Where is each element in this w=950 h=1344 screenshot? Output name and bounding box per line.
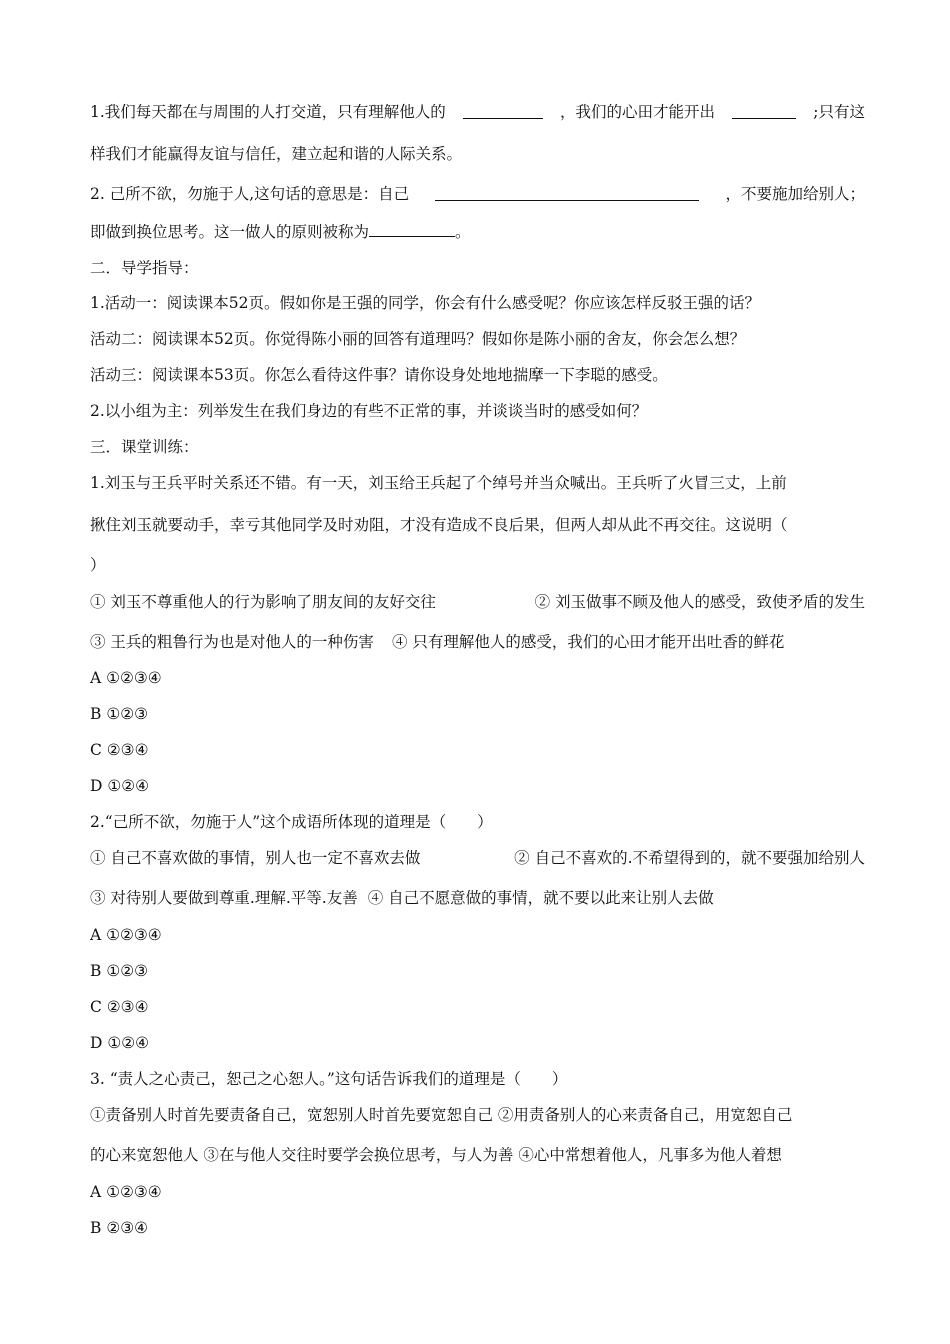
q3-statements-line-1: ①责备别人时首先要责备自己，宽恕别人时首先要宽恕自己 ②用责备别人的心来责备自己，用宽恕自己 (90, 1106, 793, 1124)
q2-choice-c[interactable]: C ②③④ (90, 998, 149, 1016)
fill-q2-text-3: 即做到换位思考。这一做人的原则被称为 (90, 223, 370, 241)
section-heading-guide: 二．导学指导： (90, 259, 199, 277)
fill-q1-text-1: 1.我们每天都在与周围的人打交道，只有理解他人的 (90, 103, 446, 121)
fill-q1-text-3: ;只有这 (813, 103, 865, 121)
fill-q1-line-2: 样我们才能赢得友谊与信任，建立起和谐的人际关系。 (90, 145, 463, 163)
q1-choice-a[interactable]: A ①②③④ (90, 669, 162, 687)
guide-activity-2: 活动二：阅读课本52页。你觉得陈小丽的回答有道理吗？假如你是陈小丽的舍友，你会怎么想？ (90, 330, 746, 348)
q1-statements-row-1 (90, 592, 865, 612)
q1-stem-line-1: 1.刘玉与王兵平时关系还不错。有一天，刘玉给王兵起了个绰号并当众喊出。王兵听了火冒三丈，上前 (90, 474, 787, 492)
q1-choice-c[interactable]: C ②③④ (90, 741, 149, 759)
q2-choice-b[interactable]: B ①②③ (90, 962, 149, 980)
fill-q2-text-1: 2. 己所不欲，勿施于人,这句话的意思是：自己 (90, 185, 410, 203)
q1-statement-4: ④ 只有理解他人的感受，我们的心田才能开出吐香的鲜花 (391, 633, 785, 651)
q2-statements-row-2 (90, 888, 865, 908)
fill-q2-line-2 (90, 220, 865, 242)
q1-choice-b[interactable]: B ①②③ (90, 705, 149, 723)
guide-group-task: 2.以小组为主：列举发生在我们身边的有些不正常的事，并谈谈当时的感受如何？ (90, 402, 648, 420)
q1-choice-d[interactable]: D ①②④ (90, 777, 150, 795)
q1-stem-line-3: ） (90, 556, 106, 574)
fill-q2-blank-1[interactable] (435, 184, 699, 201)
q2-statements-row-1 (90, 848, 865, 868)
fill-q2-blank-2[interactable] (369, 220, 455, 237)
fill-q1-blank-1[interactable] (463, 102, 543, 119)
fill-q2-text-4: 。 (455, 223, 471, 241)
fill-question-2 (90, 184, 865, 204)
fill-q2-text-2: ，不要施加给别人； (725, 185, 865, 203)
q2-choice-d[interactable]: D ①②④ (90, 1034, 150, 1052)
guide-activity-3: 活动三：阅读课本53页。你怎么看待这件事？请你设身处地地揣摩一下李聪的感受。 (90, 366, 668, 384)
guide-activity-1: 1.活动一：阅读课本52页。假如你是王强的同学，你会有什么感受呢？你应该怎样反驳王强的话？ (90, 294, 761, 312)
section-heading-training: 三．课堂训练： (90, 438, 199, 456)
fill-q1-text-2: ，我们的心田才能开出 (560, 103, 716, 121)
q3-choice-b[interactable]: B ②③④ (90, 1219, 149, 1237)
q1-statement-3: ③ 王兵的粗鲁行为也是对他人的一种伤害 (90, 633, 374, 651)
q3-statements-line-2: 的心来宽恕他人 ③在与他人交往时要学会换位思考，与人为善 ④心中常想着他人，凡事多为他人着想 (90, 1146, 782, 1164)
q3-choice-a[interactable]: A ①②③④ (90, 1183, 162, 1201)
q1-stem-line-2: 揪住刘玉就要动手，幸亏其他同学及时劝阻，才没有造成不良后果，但两人却从此不再交往。这说明（ (90, 516, 788, 534)
q2-stem: 2.“己所不欲，勿施于人”这个成语所体现的道理是（ ） (90, 813, 493, 831)
q2-statement-1: ① 自己不喜欢做的事情，别人也一定不喜欢去做 (90, 849, 421, 867)
q2-choice-a[interactable]: A ①②③④ (90, 926, 162, 944)
q1-statement-1: ① 刘玉不尊重他人的行为影响了朋友间的友好交往 (90, 593, 436, 611)
q3-stem: 3. “责人之心责己，恕己之心恕人。”这句话告诉我们的道理是（ ） (90, 1070, 568, 1088)
q1-statement-2: ② 刘玉做事不顾及他人的感受，致使矛盾的发生 (534, 593, 865, 611)
q1-statements-row-2 (90, 632, 865, 652)
fill-q1-blank-2[interactable] (732, 102, 796, 119)
q2-statement-4: ④ 自己不愿意做的事情，就不要以此来让别人去做 (367, 889, 714, 907)
q2-statement-2: ② 自己不喜欢的.不希望得到的，就不要强加给别人 (514, 849, 865, 867)
q2-statement-3: ③ 对待别人要做到尊重.理解.平等.友善 (90, 889, 358, 907)
fill-question-1 (90, 102, 865, 122)
